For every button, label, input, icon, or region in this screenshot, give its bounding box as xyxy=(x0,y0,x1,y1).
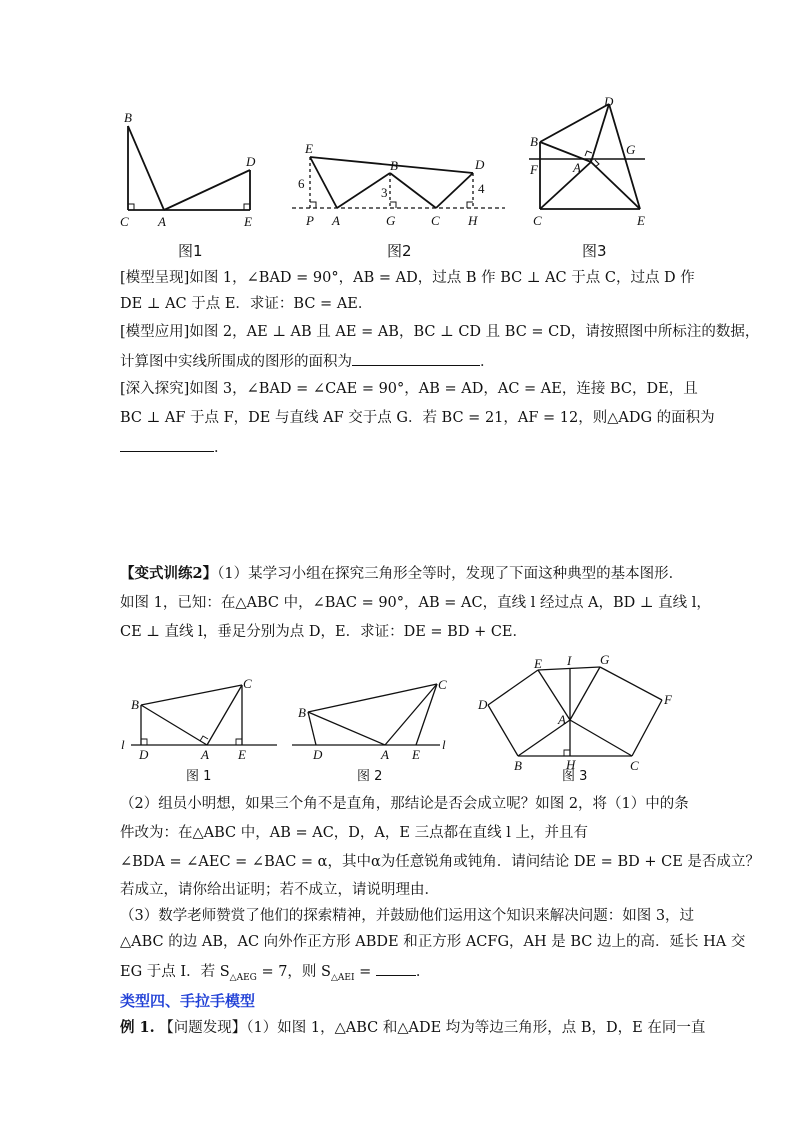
model-present-line-2: DE ⊥ AC 于点 E．求证：BC = AE． xyxy=(120,296,373,312)
figure-3-caption: 图3 xyxy=(582,242,607,260)
variant2-tag: 【变式训练2】 xyxy=(120,565,218,582)
example-1-line: 例 1. 【问题发现】（1）如图 1，△ABC 和△ADE 均为等边三角形，点 B，D，E 在同一直 xyxy=(120,1019,706,1036)
fig2-label-c: C xyxy=(431,213,440,228)
v-fig2-label-b: B xyxy=(298,705,306,720)
model-present-line-1: [模型呈现]如图 1，∠BAD = 90°，AB = AD，过点 B 作 BC ⊥ AC 于点 C，过点 D 作 xyxy=(120,270,695,286)
part2-line-1: （2）组员小明想，如果三个角不是直角，那结论是否会成立呢？如图 2，将（1）中的条 xyxy=(120,796,689,812)
fig2-label-6: 6 xyxy=(298,176,305,191)
variant2-line-3: CE ⊥ 直线 l，垂足分别为点 D，E．求证：DE = BD + CE． xyxy=(120,624,528,640)
figure-1-caption: 图1 xyxy=(178,242,203,260)
variant-figure-1 xyxy=(115,675,285,775)
variant-figure-2-caption: 图 2 xyxy=(357,769,383,784)
v-fig3-label-h: H xyxy=(566,757,576,772)
v-fig1-label-b: B xyxy=(131,697,139,712)
fig1-label-b: B xyxy=(124,110,132,125)
part2-line-3: ∠BDA = ∠AEC = ∠BAC = α，其中α为任意锐角或钝角．请问结论 DE = BD + CE 是否成立？ xyxy=(120,854,760,870)
fig3-label-d: D xyxy=(604,94,614,109)
v-fig3-label-e: E xyxy=(534,656,542,671)
model-apply-line-1: [模型应用]如图 2，AE ⊥ AB 且 AE = AB，BC ⊥ CD 且 BC = CD，请按照图中所标注的数据， xyxy=(120,324,760,340)
v-fig1-label-e: E xyxy=(238,747,246,762)
fig2-label-b: B xyxy=(390,158,398,173)
figure-2-caption: 图2 xyxy=(387,242,412,260)
variant2-line-1: 【变式训练2】（1）某学习小组在探究三角形全等时，发现了下面这种典型的基本图形． xyxy=(120,565,684,582)
part2-line-4: 若成立，请你给出证明；若不成立，请说明理由． xyxy=(120,882,439,898)
v-fig1-label-a: A xyxy=(201,747,209,762)
v-fig3-label-b: B xyxy=(514,758,522,773)
part3-line-2: △ABC 的边 AB，AC 向外作正方形 ABDE 和正方形 ACFG，AH 是 BC 边上的高．延长 HA 交 xyxy=(120,934,746,950)
figure-3-model xyxy=(525,92,665,232)
fig2-label-a: A xyxy=(332,213,340,228)
area-subscript-1: △AEG xyxy=(229,972,257,983)
v-fig3-label-d: D xyxy=(478,697,488,712)
fig3-label-c: C xyxy=(533,213,542,228)
example-label: 例 1. xyxy=(120,1019,155,1036)
variant-figure-1-caption: 图 1 xyxy=(186,769,212,784)
fig1-label-e: E xyxy=(244,214,252,229)
fig3-label-e: E xyxy=(637,213,645,228)
figure-2-model xyxy=(290,135,510,235)
fig1-label-c: C xyxy=(120,214,129,229)
variant-figure-3-caption: 图 3 xyxy=(562,769,588,784)
fig1-label-a: A xyxy=(158,214,166,229)
fig3-label-b: B xyxy=(530,134,538,149)
model-apply-line-2: 计算图中实线所围成的图形的面积为 ． xyxy=(120,350,495,372)
fig3-label-f: F xyxy=(530,162,538,177)
fig3-label-g: G xyxy=(626,142,636,157)
fig2-label-3: 3 xyxy=(381,185,388,200)
part3-line-1: （3）数学老师赞赏了他们的探索精神，并鼓励他们运用这个知识来解决问题：如图 3，过 xyxy=(120,908,695,924)
fig2-label-p: P xyxy=(306,213,314,228)
deep-explore-line-1: [深入探究]如图 3，∠BAD = ∠CAE = 90°，AB = AD，AC = AE，连接 BC，DE，且 xyxy=(120,381,698,397)
v-fig2-label-l: l xyxy=(442,737,446,752)
deep-explore-line-2: BC ⊥ AF 于点 F，DE 与直线 AF 交于点 G．若 BC = 21，AF = 12，则△ADG 的面积为 xyxy=(120,410,715,426)
fig1-label-d: D xyxy=(246,154,256,169)
fig2-label-d: D xyxy=(475,157,485,172)
v-fig3-label-g: G xyxy=(600,652,610,667)
v-fig3-label-i: I xyxy=(567,653,572,668)
v-fig1-label-d: D xyxy=(139,747,149,762)
area-subscript-2: △AEI xyxy=(330,972,355,983)
answer-blank-2 xyxy=(120,436,214,452)
part2-line-2: 件改为：在△ABC 中，AB = AC，D，A，E 三点都在直线 l 上，并且有 xyxy=(120,825,588,841)
variant-figure-2 xyxy=(290,675,455,775)
fig2-label-e: E xyxy=(305,141,313,156)
section-heading: 类型四、手拉手模型 xyxy=(120,992,256,1010)
variant-figure-3 xyxy=(470,650,680,775)
v-fig3-label-a: A xyxy=(558,712,566,727)
v-fig3-label-c: C xyxy=(630,758,639,773)
fig2-label-h: H xyxy=(468,213,478,228)
fig2-label-4: 4 xyxy=(478,181,485,196)
variant2-line-2: 如图 1，已知：在△ABC 中，∠BAC = 90°，AB = AC，直线 l 经过点 A，BD ⊥ 直线 l， xyxy=(120,595,711,611)
v-fig2-label-e: E xyxy=(412,747,420,762)
v-fig2-label-a: A xyxy=(381,747,389,762)
deep-explore-line-3: ． xyxy=(120,436,229,458)
answer-blank-1 xyxy=(352,350,480,366)
v-fig3-label-f: F xyxy=(664,692,672,707)
fig3-label-a: A xyxy=(573,160,581,175)
v-fig1-label-c: C xyxy=(243,676,252,691)
fig2-label-g: G xyxy=(386,213,396,228)
figure-1-model xyxy=(110,100,270,230)
v-fig2-label-d: D xyxy=(313,747,323,762)
v-fig2-label-c: C xyxy=(438,677,447,692)
v-fig1-label-l: l xyxy=(121,737,125,752)
part3-line-3: EG 于点 I．若 $S_{\triangle AEG} = 7$，则 $S_{\triangle AEI}$ = ． xyxy=(120,960,430,988)
answer-blank-3 xyxy=(376,960,416,976)
